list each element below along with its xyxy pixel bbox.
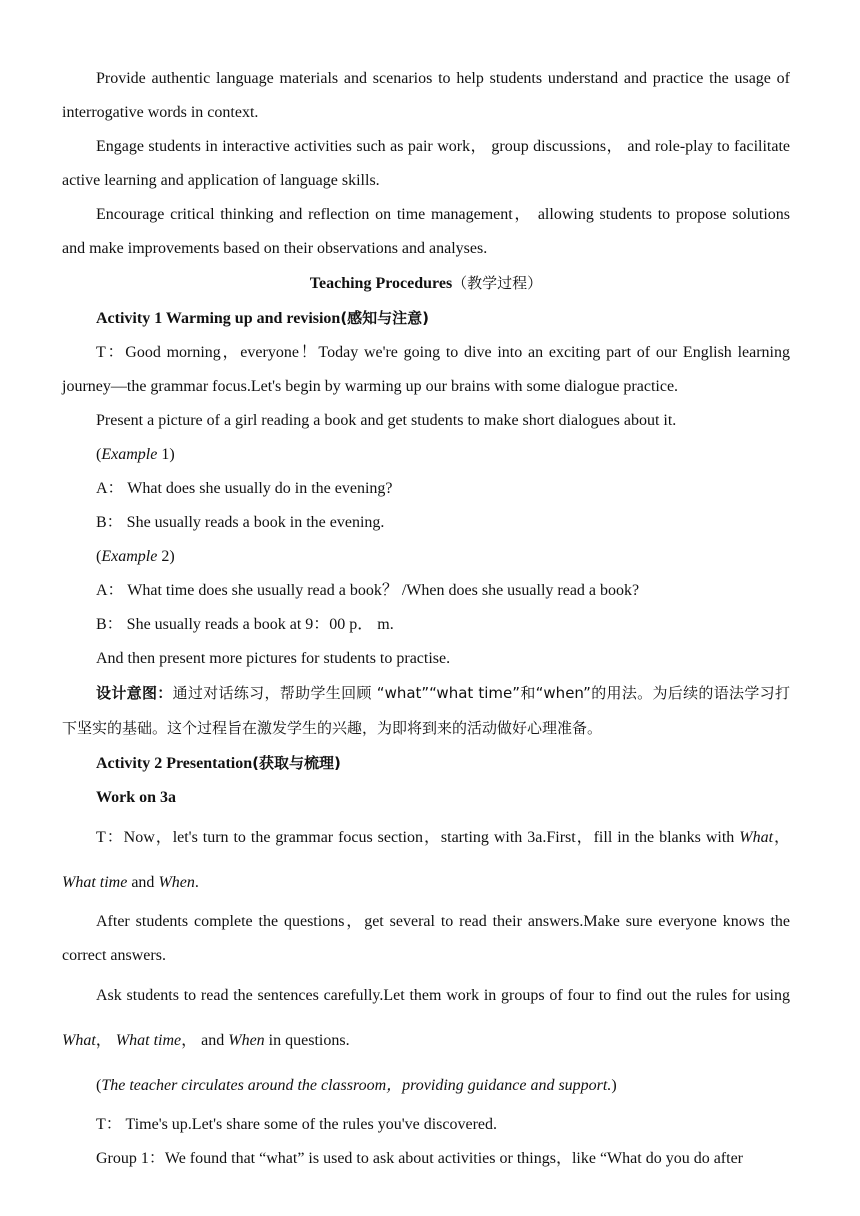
paragraph-objective-2: Engage students in interactive activities such as pair work， group discussions， and role-play to facilitate active learning and application of language skills. <box>62 138 790 189</box>
keyword-what-time-2: What time <box>115 1032 182 1049</box>
work-3a-heading: Work on 3a <box>96 789 177 806</box>
example-2-line-b: B： She usually reads a book at 9：00 p． m. <box>96 616 394 633</box>
keyword-what: What <box>739 829 774 846</box>
example-1-line-b: B： She usually reads a book in the evening. <box>96 514 385 531</box>
keyword-what-2: What <box>62 1032 96 1049</box>
design-intent-text: 通过对话练习，帮助学生回顾 “what”“what time”和“when”的用法。为后续的语法学习打下坚实的基础。这个过程旨在激发学生的兴趣，为即将到来的活动做好心理准备。 <box>62 684 790 737</box>
after-instruction: After students complete the questions，get several to read their answers.Make sure everyone knows the correct answers. <box>62 913 790 964</box>
example-1-label: (Example 1) <box>96 446 175 463</box>
activity-1-heading <box>62 301 790 336</box>
example-1-line-a: A： What does she usually do in the evening? <box>96 480 393 497</box>
teacher-line-3: T： Time's up.Let's share some of the rules you've discovered. <box>96 1116 498 1133</box>
section-title-en: Teaching Procedures <box>309 275 453 292</box>
ask-instruction: Ask students to read the sentences carefully.Let them work in groups of four to find out the rules for using What， What time， and When in questions. <box>62 987 790 1049</box>
activity-2-title: Activity 2 Presentation <box>96 755 253 772</box>
example-2-label: (Example 2) <box>96 548 175 565</box>
keyword-when: When <box>158 874 195 891</box>
group-1-line: Group 1：We found that “what” is used to ask about activities or things，like “What do you do after <box>96 1150 744 1167</box>
keyword-what-time: What time <box>62 874 128 891</box>
circulate-note: (The teacher circulates around the classroom，providing guidance and support.) <box>96 1077 617 1094</box>
section-title <box>62 266 790 301</box>
document-page <box>62 62 790 1176</box>
activity-2-heading <box>62 746 790 781</box>
present-instruction-1: Present a picture of a girl reading a book and get students to make short dialogues about it. <box>96 412 677 429</box>
activity-1-title: Activity 1 Warming up and revision <box>96 310 341 327</box>
paragraph-objective-1: Provide authentic language materials and scenarios to help students understand and practice the usage of interrogative words in context. <box>62 70 790 121</box>
present-instruction-2: And then present more pictures for students to practise. <box>96 650 451 667</box>
paragraph-objective-3: Encourage critical thinking and reflection on time management， allowing students to propose solutions and make improvements based on their observations and analyses. <box>62 206 790 257</box>
section-title-zh: （教学过程） <box>452 274 543 292</box>
design-intent-label: 设计意图： <box>96 684 173 702</box>
keyword-when-2: When <box>228 1032 265 1049</box>
activity-2-subtitle: (获取与梳理) <box>252 754 341 772</box>
teacher-line-1: T：Good morning，everyone！Today we're going to dive into an exciting part of our English learning journey—the grammar focus.Let's begin by warming up our brains with some dialogue practice. <box>62 344 790 395</box>
teacher-line-2: T：Now，let's turn to the grammar focus section，starting with 3a.First，fill in the blanks with What，What time and When. <box>62 829 790 891</box>
activity-1-subtitle: (感知与注意) <box>340 309 430 327</box>
design-intent <box>62 676 790 746</box>
example-2-line-a: A： What time does she usually read a book？ /When does she usually read a book? <box>96 582 640 599</box>
